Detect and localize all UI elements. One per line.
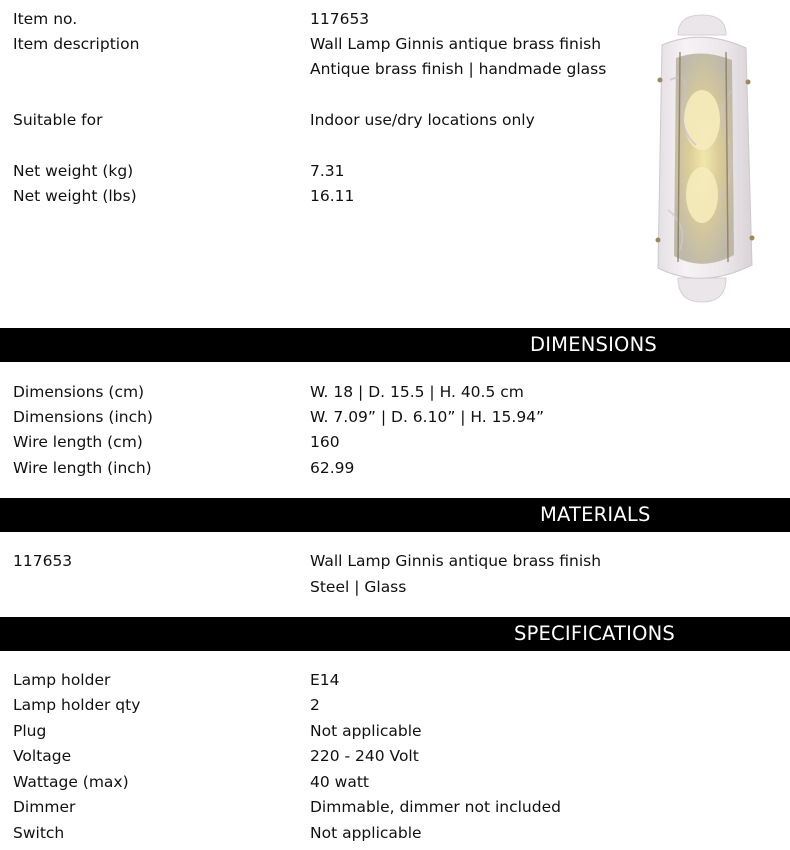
- materials-row-2: [0, 575, 790, 600]
- plug-label: Plug: [13, 722, 47, 740]
- switch-value: Not applicable: [310, 824, 422, 842]
- wattage-value: 40 watt: [310, 773, 369, 791]
- item-description-line2: Antique brass finish | handmade glass: [310, 60, 607, 78]
- wire-length-inch-label: Wire length (inch): [13, 459, 152, 477]
- wire-length-cm-value: 160: [310, 433, 340, 451]
- net-weight-lbs-label: Net weight (lbs): [13, 187, 137, 205]
- dimensions-header-band: [0, 328, 790, 362]
- specifications-heading: SPECIFICATIONS: [514, 622, 676, 645]
- specifications-header-band: [0, 617, 790, 651]
- spec-row: [0, 668, 790, 693]
- item-no-value: 117653: [310, 10, 370, 28]
- dimensions-heading: DIMENSIONS: [530, 333, 657, 356]
- net-weight-kg-value: 7.31: [310, 162, 345, 180]
- net-weight-lbs-value: 16.11: [310, 187, 355, 205]
- wall-lamp-product-image: [640, 10, 765, 310]
- wire-length-cm-label: Wire length (cm): [13, 433, 143, 451]
- spec-row: [0, 795, 790, 820]
- dimmer-label: Dimmer: [13, 798, 76, 816]
- dimensions-row: [0, 405, 790, 430]
- dimmer-value: Dimmable, dimmer not included: [310, 798, 561, 816]
- lamp-holder-value: E14: [310, 671, 340, 689]
- dimensions-row: [0, 380, 790, 405]
- net-weight-kg-label: Net weight (kg): [13, 162, 134, 180]
- materials-item-code: 117653: [13, 552, 73, 570]
- plug-value: Not applicable: [310, 722, 422, 740]
- dimensions-cm-value: W. 18 | D. 15.5 | H. 40.5 cm: [310, 383, 524, 401]
- spec-row: [0, 770, 790, 795]
- dimensions-inch-value: W. 7.09” | D. 6.10” | H. 15.94”: [310, 408, 545, 426]
- wattage-label: Wattage (max): [13, 773, 129, 791]
- spec-row: [0, 719, 790, 744]
- voltage-label: Voltage: [13, 747, 72, 765]
- lamp-holder-qty-value: 2: [310, 696, 320, 714]
- switch-label: Switch: [13, 824, 65, 842]
- item-description-line1: Wall Lamp Ginnis antique brass finish: [310, 35, 602, 53]
- wire-length-inch-value: 62.99: [310, 459, 355, 477]
- lamp-holder-qty-label: Lamp holder qty: [13, 696, 141, 714]
- materials-item-name: Wall Lamp Ginnis antique brass finish: [310, 552, 602, 570]
- voltage-value: 220 - 240 Volt: [310, 747, 419, 765]
- spec-row: [0, 744, 790, 769]
- lamp-holder-label: Lamp holder: [13, 671, 111, 689]
- materials-composition: Steel | Glass: [310, 578, 407, 596]
- materials-row: [0, 549, 790, 574]
- suitable-for-value: Indoor use/dry locations only: [310, 111, 535, 129]
- dimensions-cm-label: Dimensions (cm): [13, 383, 145, 401]
- materials-header-band: [0, 498, 790, 532]
- dimensions-row: [0, 430, 790, 455]
- item-no-label: Item no.: [13, 10, 78, 28]
- materials-heading: MATERIALS: [540, 503, 651, 526]
- spec-row: [0, 693, 790, 718]
- item-description-label: Item description: [13, 35, 140, 53]
- dimensions-row: [0, 456, 790, 481]
- suitable-for-label: Suitable for: [13, 111, 103, 129]
- dimensions-inch-label: Dimensions (inch): [13, 408, 153, 426]
- spec-row: [0, 821, 790, 846]
